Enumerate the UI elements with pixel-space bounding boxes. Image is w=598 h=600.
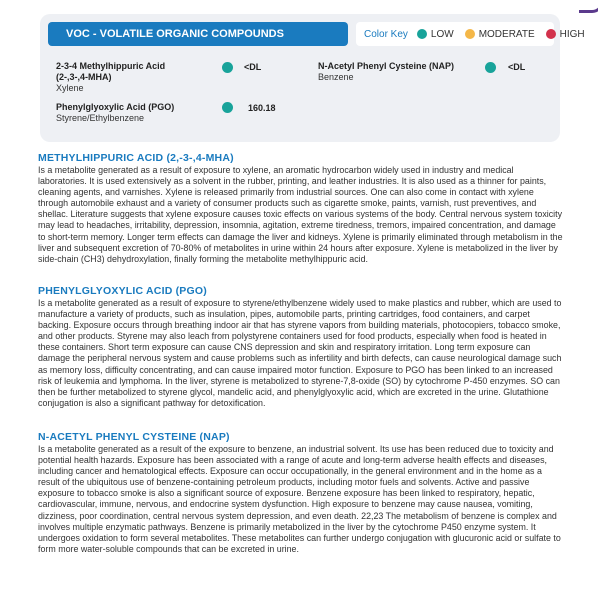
analyte-pgo bbox=[56, 102, 216, 124]
low-status-dot-icon bbox=[222, 102, 233, 113]
voc-results-panel bbox=[40, 14, 585, 142]
analyte-source: Benzene bbox=[318, 72, 354, 82]
section-mha bbox=[38, 152, 564, 265]
panel-title: VOC - VOLATILE ORGANIC COMPOUNDS bbox=[48, 22, 348, 46]
analyte-value: <DL bbox=[508, 62, 526, 72]
section-body: Is a metabolite generated as a result of exposure to xylene, an aromatic hydrocarbon widely used in industry and medical laboratories. It is used extensively as a solvent in the rubber, printing, and leather industries. It is also used as a thinner for paints, cleaning agents, and varnishes. Xylene is released primarily from industrial sources. One can also come in contact with xylene through automobile exhaust and a variety of consumer products such as cigarette smoke, paints, varnish, rust preventives, and shellac. Literature suggests that xylene exposure causes toxic effects on various systems of the body. Central nervous system toxicity may lead to headaches, irritability, depression, insomnia, agitation, extreme tiredness, tremors, impaired concentration, and damage to short-term memory. Longer term effects can damage the liver and kidneys. Xylene is primarily eliminated through metabolism in the liver and subsequent excretion of 70-80% of metabolites in urine within 24 hours after exposure. Xylene is metabolized in the liver by side-chain (CH3) dehydroxylation, finally forming the metabolite methylhippuric acid. bbox=[38, 165, 563, 264]
color-key bbox=[356, 22, 585, 46]
analyte-source: Styrene/Ethylbenzene bbox=[56, 113, 145, 123]
panel-header bbox=[48, 22, 585, 46]
moderate-dot-icon bbox=[465, 29, 475, 39]
color-key-low bbox=[417, 29, 454, 40]
high-dot-icon bbox=[546, 29, 556, 39]
section-body: Is a metabolite generated as a result of the exposure to benzene, an industrial solvent. Its use has been reduced due to toxicity and potential health hazards. Exposure has been associated with a range of acute and long-term adverse health effects and diseases, including cancer and hematological effects. Exposure can occur occupationally, in the general environment and in the home as a result of the ubiquitous use of benzene-containing petroleum products, including motor fuels and solvents. Active and passive exposure to tobacco smoke is also a significant source of exposure. Benzene exposure has been linked to respiratory, hepatic, cardiovascular, immune, nervous, and endocrine system dysfunction. High exposure to benzene may cause nausea, vomiting, dizziness, poor coordination, central nervous system depression, and even death. 22,23 The metabolism of benzene is complex and involves multiple enzymatic pathways. Benzene is primarily metabolized in the liver by the cytochrome P450 enzyme system. It undergoes oxidation to form several metabolites. These metabolites can further undergo conjugation with glucuronic acid or sulfate to form more water-soluble compounds that can be excreted in urine. bbox=[38, 444, 561, 554]
analyte-value: 160.18 bbox=[248, 103, 276, 113]
section-pgo bbox=[38, 285, 564, 409]
corner-decoration bbox=[579, 0, 598, 13]
color-key-moderate bbox=[465, 29, 535, 40]
low-status-dot-icon bbox=[485, 62, 496, 73]
color-key-label: Color Key bbox=[364, 28, 408, 40]
section-body: Is a metabolite generated as a result of exposure to styrene/ethylbenzene widely used to make plastics and rubber, which are used to manufacture a variety of products, such as insulation, pipes, automobile parts, printing cartridges, food containers, and carpet backing. Exposure occurs through breathing indoor air that has styrene vapors from building materials, photocopiers, tobacco smoke, and other products. Styrene may also leach from polystyrene containers used for food products, especially when food is heated in these containers. Short term exposure can cause CNS depression and skin and respiratory irritation. Long term exposure can damage the peripheral nervous system and cause problems such as infertility and birth defects, can cause neurological damage such as memory loss, difficulty concentrating, and can cause impaired motor function. Exposure to PGO has been linked to an increased risk of leukemia and lymphoma. In the liver, styrene is metabolized to styrene-7,8-oxide (SO) by cytochrome P-450 enzymes. SO can then be further metabolized to styrene glycol, mandelic acid, and phenylglyoxylic acid, which are excreted in the urine. Glutathione conjugation is also a significant pathway for detoxification. bbox=[38, 298, 562, 408]
analyte-name: N-Acetyl Phenyl Cysteine (NAP) bbox=[318, 61, 455, 71]
analyte-value: <DL bbox=[244, 62, 262, 72]
analyte-nap bbox=[318, 61, 488, 83]
section-nap bbox=[38, 431, 564, 555]
low-dot-icon bbox=[417, 29, 427, 39]
analyte-name: 2-3-4 Methylhippuric Acid (2-,3-,4-MHA) bbox=[56, 61, 166, 82]
color-key-high-label: HIGH bbox=[559, 28, 585, 40]
low-status-dot-icon bbox=[222, 62, 233, 73]
color-key-moderate-label: MODERATE bbox=[478, 28, 535, 40]
section-heading: METHYLHIPPURIC ACID (2,-3-,4-MHA) bbox=[38, 152, 234, 164]
analyte-source: Xylene bbox=[56, 83, 84, 93]
color-key-low-label: LOW bbox=[430, 28, 454, 40]
section-heading: N-ACETYL PHENYL CYSTEINE (NAP) bbox=[38, 431, 230, 443]
color-key-high bbox=[546, 29, 585, 40]
section-heading: PHENYLGLYOXYLIC ACID (PGO) bbox=[38, 285, 207, 297]
analyte-name: Phenylglyoxylic Acid (PGO) bbox=[56, 102, 175, 112]
analyte-mha bbox=[56, 61, 196, 94]
